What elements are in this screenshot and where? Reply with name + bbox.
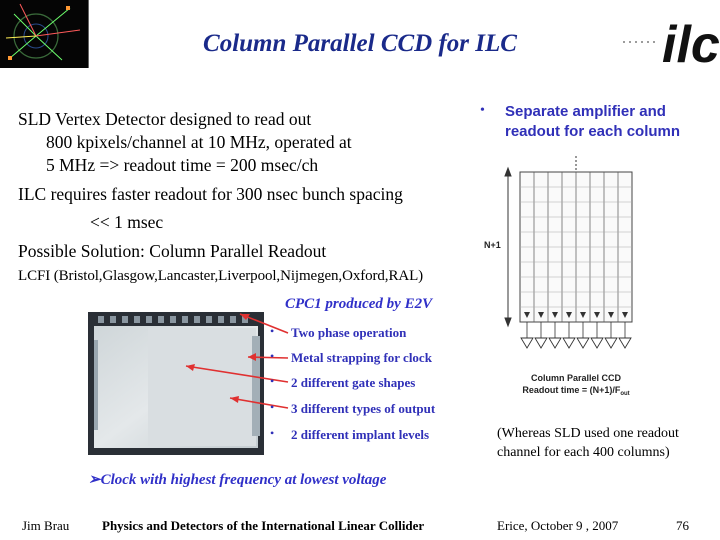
- slide-title: Column Parallel CCD for ILC: [203, 30, 517, 57]
- footer-page-number: 76: [676, 518, 689, 533]
- feature-bullet: •: [270, 324, 275, 338]
- feature-item: 2 different implant levels: [291, 427, 430, 442]
- feature-item: Metal strapping for clock: [291, 350, 432, 365]
- ilc-logo: [618, 10, 720, 74]
- diagram-caption: Column Parallel CCD: [530, 373, 622, 383]
- body-line-4: ILC requires faster readout for 300 nsec bunch spacing: [18, 184, 403, 204]
- cpc1-title: CPC1 produced by E2V: [285, 296, 433, 312]
- footer-title: Physics and Detectors of the International Linear Collider: [102, 518, 425, 533]
- feature-bullet: •: [270, 400, 275, 414]
- feature-bullet: •: [270, 349, 275, 363]
- feature-bullet: •: [270, 426, 275, 440]
- body-line-6: Possible Solution: Column Parallel Readout: [18, 241, 327, 261]
- body-line-2: 800 kpixels/channel at 10 MHz, operated at: [46, 132, 352, 152]
- body-line-3: 5 MHz => readout time = 200 msec/ch: [46, 155, 319, 175]
- lcfi-collaboration-line: LCFI (Bristol,Glasgow,Lancaster,Liverpool,Nijmegen,Oxford,RAL): [18, 268, 424, 284]
- right-heading: Separate amplifier and readout for each column: [505, 103, 681, 140]
- svg-text:ilc: ilc: [662, 16, 720, 74]
- right-bullet: •: [480, 103, 485, 118]
- diagram-label-n: N+1: [484, 240, 501, 250]
- body-line-1: SLD Vertex Detector designed to read out: [18, 109, 312, 129]
- footer-author: Jim Brau: [22, 518, 70, 533]
- footer-date: Erice, October 9 , 2007: [497, 518, 619, 533]
- sld-comparison-note: (Whereas SLD used one readout channel for each 400 columns): [497, 426, 679, 460]
- clock-note: ➢Clock with highest frequency at lowest voltage: [88, 472, 387, 488]
- feature-item: Two phase operation: [291, 325, 407, 340]
- feature-item: 3 different types of output: [291, 401, 436, 416]
- column-parallel-ccd-diagram: [478, 156, 658, 401]
- feature-bullet: •: [270, 374, 275, 388]
- feature-item: 2 different gate shapes: [291, 375, 416, 390]
- diagram-caption-2: Readout time = $(N+1)/F_{out}$: [522, 385, 630, 397]
- body-line-5: << 1 msec: [90, 212, 164, 232]
